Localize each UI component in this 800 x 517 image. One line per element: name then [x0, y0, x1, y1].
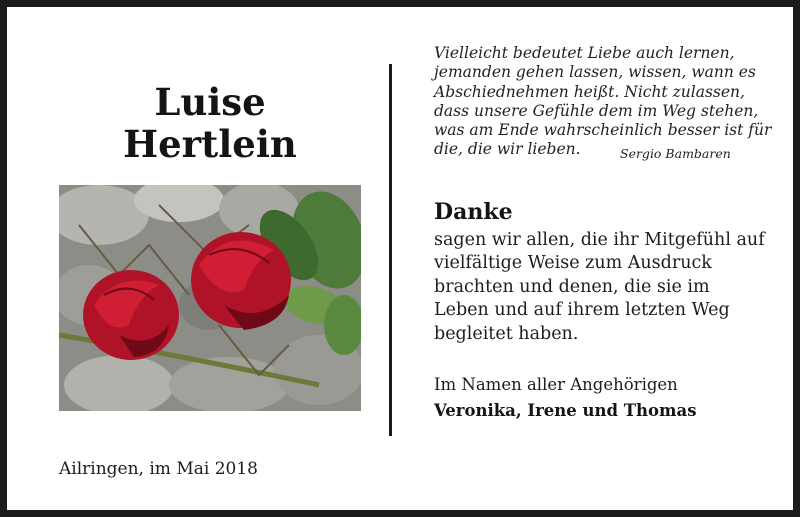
poem-line: die, die wir lieben. — [434, 140, 581, 159]
place-and-date: Ailringen, im Mai 2018 — [59, 459, 258, 479]
roses-photo — [59, 185, 361, 411]
deceased-first-name: Luise — [154, 80, 266, 124]
signature-names: Veronika, Irene und Thomas — [434, 401, 697, 420]
poem-line: dass unsere Gefühle dem im Weg stehen, — [434, 101, 759, 120]
roses-image — [59, 185, 361, 411]
thanks-line: brachten und denen, die sie im — [434, 276, 710, 297]
poem-line: Abschiednehmen heißt. Nicht zulassen, — [434, 82, 745, 101]
poem-line: Vielleicht bedeutet Liebe auch lernen, — [434, 44, 735, 62]
poem-line: jemanden gehen lassen, wissen, wann es — [434, 63, 756, 82]
vertical-divider — [389, 64, 392, 436]
thanks-line: begleitet haben. — [434, 323, 579, 344]
poem-author: Sergio Bambaren — [620, 146, 731, 161]
thanks-heading: Danke — [434, 199, 513, 225]
thanks-line: vielfältige Weise zum Ausdruck — [434, 253, 712, 274]
poem-line: was am Ende wahrscheinlich besser ist für — [434, 121, 772, 140]
deceased-name — [59, 81, 361, 165]
deceased-last-name: Hertlein — [123, 122, 297, 166]
thanks-line: sagen wir allen, die ihr Mitgefühl auf — [434, 230, 765, 250]
signature-intro: Im Namen aller Angehörigen — [434, 375, 678, 394]
thanks-line: Leben und auf ihrem letzten Weg — [434, 300, 730, 321]
thanks-text — [434, 229, 774, 346]
poem-quote — [434, 44, 774, 160]
